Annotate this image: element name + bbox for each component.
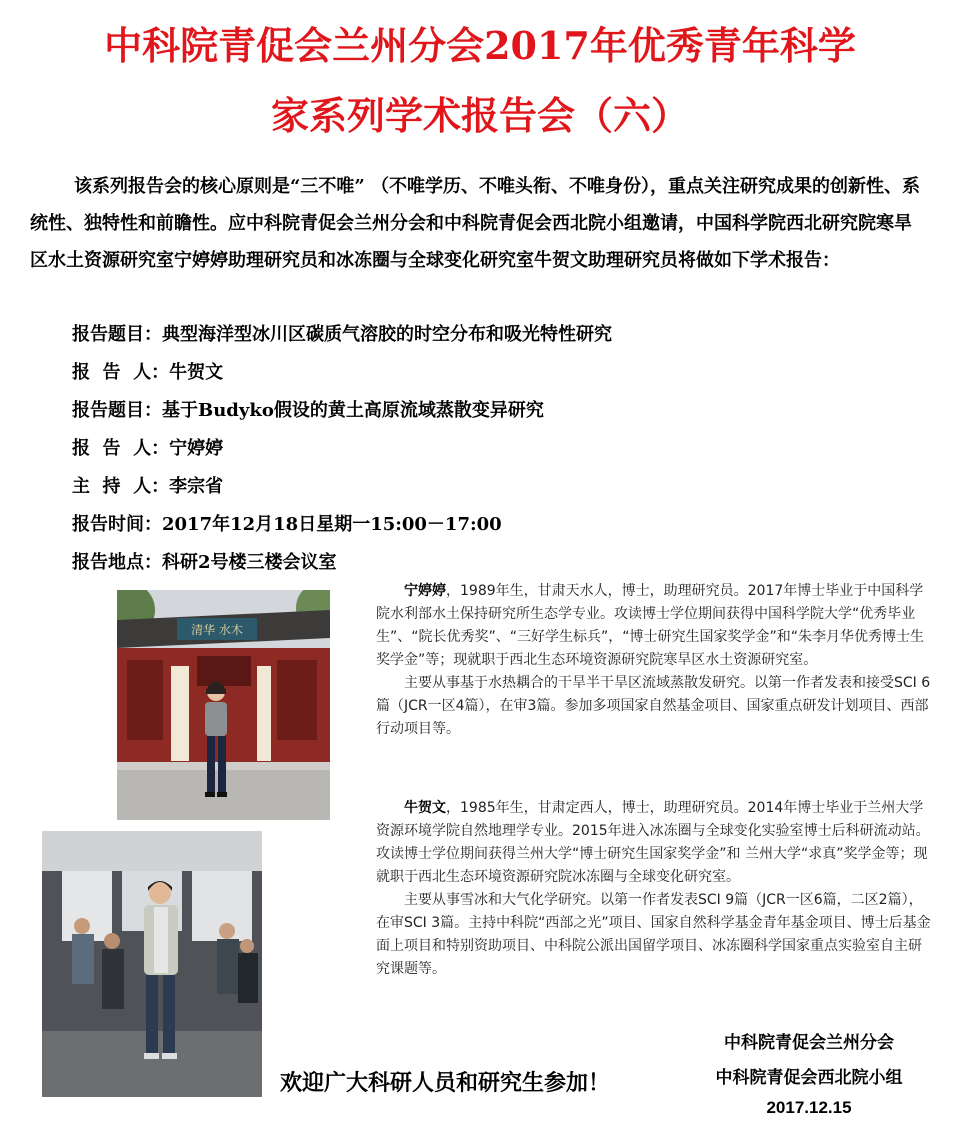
detail-label: 报告时间： [72,514,162,535]
bio-research: 主要从事基于水热耦合的干旱半干旱区流域蒸散发研究。以第一作者发表和接受SCI 6篇（JCR一区4篇），在审3篇。参加多项国家自然基金项目、国家重点研发计划项目、西部行动项目等。 [376,675,931,737]
detail-label: 报告题目： [72,324,162,345]
detail-value: 基于Budyko假设的黄土高原流域蒸散变异研究 [162,400,544,421]
bio-name: 牛贺文 [404,800,446,816]
detail-row-speaker1 [72,354,892,392]
signature-org2: 中科院青促会西北院小组 [715,1068,903,1088]
bio-ning-tingting [376,580,932,741]
detail-row-place [72,544,892,582]
page-title-line1: 中科院青促会兰州分会2017年优秀青年科学 [104,23,856,68]
bio-paragraph [376,580,932,672]
detail-row-host [72,468,892,506]
photo-niu-hewen-image [42,831,262,1097]
detail-label: 主 持 人： [72,476,170,497]
gate-sign-text: 清华 水木 [191,623,243,637]
photo-ning-tingting [117,590,330,820]
welcome-text: 欢迎广大科研人员和研究生参加！ [280,1070,611,1096]
bio-research: 主要从事雪冰和大气化学研究。以第一作者发表SCI 9篇（JCR一区6篇，二区2篇），在审SCI 3篇。主持中科院“西部之光”项目、国家自然科学基金青年基金项目、博士后基金面上项目和特别资助项目、中科院公派出国留学项目、冰冻圈科学国家重点实验室自主研究课题等。 [376,892,931,977]
intro-paragraph: 该系列报告会的核心原则是“三不唯” （不唯学历、不唯头衔、不唯身份），重点关注研究成果的创新性、系统性、独特性和前瞻性。应中科院青促会兰州分会和中科院青促会西北院小组邀请，中国科学院西北研究院寒旱区水土资源研究室宁婷婷助理研究员和冰冻圈与全球变化研究室牛贺文助理研究员将做如下学术报告： [30,176,920,271]
report-details [72,316,892,582]
signature-date: 2017.12.15 [766,1098,852,1117]
bio-paragraph [376,797,932,889]
detail-label: 报告题目： [72,400,162,421]
signature-org1: 中科院青促会兰州分会 [724,1033,894,1053]
detail-row-time [72,506,892,544]
detail-label: 报 告 人： [72,362,170,383]
photo-niu-hewen [42,831,262,1097]
detail-row-topic2 [72,392,892,430]
detail-value: 牛贺文 [169,362,224,383]
bio-text: ，1985年生，甘肃定西人，博士，助理研究员。2014年博士毕业于兰州大学资源环境学院自然地理学专业。2015年进入冰冻圈与全球变化实验室博士后科研流动站。攻读博士学位期间获得兰州大学“博士研究生国家奖学金”和 兰州大学“求真”奖学金等；现就职于西北生态环境资源研究院冰冻圈与全球变化研究室。 [376,800,930,885]
detail-row-topic1 [72,316,892,354]
detail-value: 典型海洋型冰川区碳质气溶胶的时空分布和吸光特性研究 [162,324,612,345]
page-title-line2: 家系列学术报告会（六） [270,93,689,138]
photo-ning-tingting-image [117,590,330,820]
detail-label: 报 告 人： [72,438,170,459]
bio-niu-hewen [376,797,932,981]
detail-value: 2017年12月18日星期一15:00－17:00 [162,514,502,535]
bio-text: ，1989年生，甘肃天水人，博士，助理研究员。2017年博士毕业于中国科学院水利部水土保持研究所生态学专业。攻读博士学位期间获得中国科学院大学“优秀毕业生”、“院长优秀奖”、“三好学生标兵”，“博士研究生国家奖学金”和“朱李月华优秀博士生奖学金”等；现就职于西北生态环境资源研究院寒旱区水土资源研究室。 [376,583,925,668]
detail-value: 宁婷婷 [169,438,224,459]
detail-value: 科研2号楼三楼会议室 [162,552,337,573]
detail-label: 报告地点： [72,552,162,573]
detail-row-speaker2 [72,430,892,468]
bio-name: 宁婷婷 [404,583,446,599]
detail-value: 李宗省 [169,476,224,497]
